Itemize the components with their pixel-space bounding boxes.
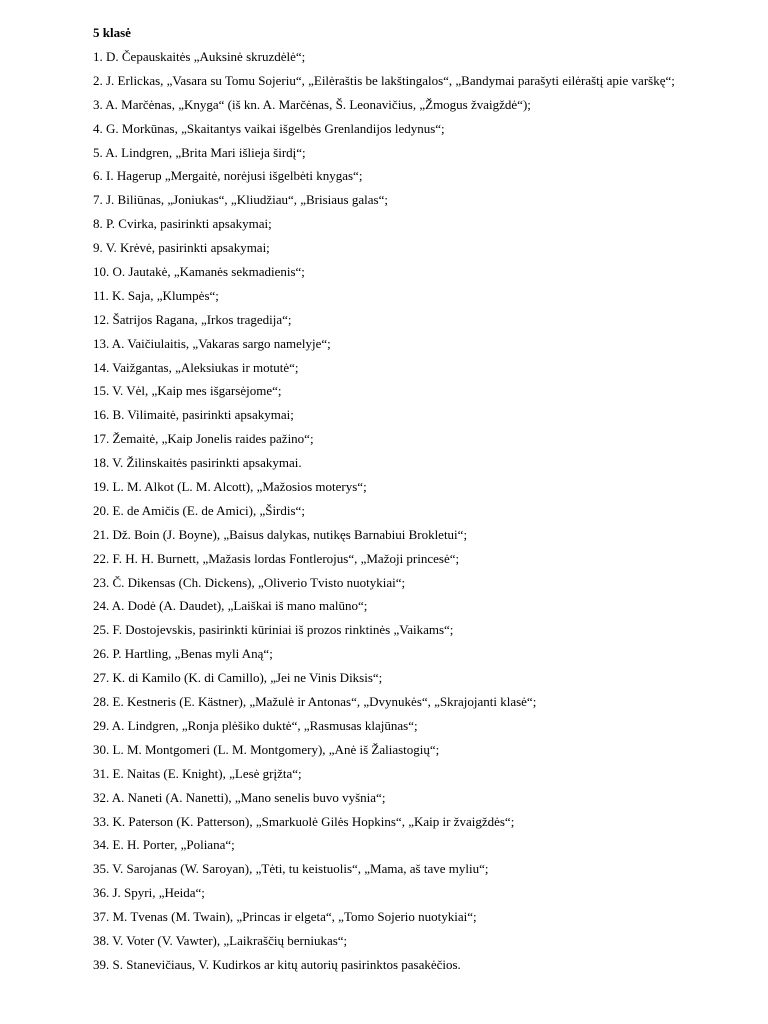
list-item: 21. Dž. Boin (J. Boyne), „Baisus dalykas, nutikęs Barnabiui Brokletui“; [93, 526, 468, 542]
list-item: 13. A. Vaičiulaitis, „Vakaras sargo namelyje“; [93, 335, 331, 351]
list-item: 38. V. Voter (V. Vawter), „Laikraščių berniukas“; [93, 932, 348, 948]
list-item: 25. F. Dostojevskis, pasirinkti kūriniai iš prozos rinktinės „Vaikams“; [93, 622, 454, 638]
list-item: 23. Č. Dikensas (Ch. Dickens), „Oliverio Tvisto nuotykiai“; [93, 574, 406, 590]
list-item: 35. V. Sarojanas (W. Saroyan), „Tėti, tu keistuolis“, „Mama, aš tave myliu“; [93, 861, 489, 877]
list-item: 26. P. Hartling, „Benas myli Aną“; [93, 646, 273, 662]
list-item: 8. P. Cvirka, pasirinkti apsakymai; [93, 216, 272, 232]
list-item: 6. I. Hagerup „Mergaitė, norėjusi išgelbėti knygas“; [93, 168, 363, 184]
list-item: 17. Žemaitė, „Kaip Jonelis raides pažino“; [93, 431, 314, 447]
list-item: 5. A. Lindgren, „Brita Mari išlieja širdį“; [93, 144, 306, 160]
list-item: 30. L. M. Montgomeri (L. M. Montgomery), „Anė iš Žaliastogių“; [93, 741, 440, 757]
list-item: 14. Vaižgantas, „Aleksiukas ir motutė“; [93, 359, 299, 375]
list-item: 33. K. Paterson (K. Patterson), „Smarkuolė Gilės Hopkins“, „Kaip ir žvaigždės“; [93, 813, 515, 829]
list-item: 31. E. Naitas (E. Knight), „Lesė grįžta“; [93, 765, 302, 781]
list-item: 24. A. Dodė (A. Daudet), „Laiškai iš mano malūno“; [93, 598, 368, 614]
section-heading: 5 klasė [93, 25, 131, 40]
list-item: 15. V. Vėl, „Kaip mes išgarsėjome“; [93, 383, 282, 399]
list-item: 34. E. H. Porter, „Poliana“; [93, 837, 235, 853]
list-item: 29. A. Lindgren, „Ronja plėšiko duktė“, „Rasmusas klajūnas“; [93, 717, 418, 733]
list-item: 39. S. Stanevičiaus, V. Kudirkos ar kitų autorių pasirinktos pasakėčios. [93, 956, 461, 972]
list-item: 20. E. de Amičis (E. de Amici), „Širdis“; [93, 502, 305, 518]
list-item: 32. A. Naneti (A. Nanetti), „Mano senelis buvo vyšnia“; [93, 789, 386, 805]
document-content [93, 23, 753, 979]
list-item: 22. F. H. H. Burnett, „Mažasis lordas Fontlerojus“, „Mažoji princesė“; [93, 550, 460, 566]
list-item: 1. D. Čepauskaitės „Auksinė skruzdėlė“; [93, 49, 306, 64]
list-item: 12. Šatrijos Ragana, „Irkos tragedija“; [93, 311, 292, 327]
list-item: 11. K. Saja, „Klumpės“; [93, 287, 219, 303]
list-item: 7. J. Biliūnas, „Joniukas“, „Kliudžiau“, „Brisiaus galas“; [93, 192, 388, 208]
list-item: 2. J. Erlickas, „Vasara su Tomu Sojeriu“, „Eilėraštis be lakštingalos“, „Bandymai parašyti eilėraštį apie varškę“; [93, 72, 675, 88]
list-item: 37. M. Tvenas (M. Twain), „Princas ir elgeta“, „Tomo Sojerio nuotykiai“; [93, 909, 477, 925]
list-item: 27. K. di Kamilo (K. di Camillo), „Jei ne Vinis Diksis“; [93, 670, 383, 686]
list-item: 19. L. M. Alkot (L. M. Alcott), „Mažosios moterys“; [93, 479, 367, 495]
list-item: 10. O. Jautakė, „Kamanės sekmadienis“; [93, 264, 305, 280]
list-item: 4. G. Morkūnas, „Skaitantys vaikai išgelbės Grenlandijos ledynus“; [93, 120, 445, 136]
list-item: 28. E. Kestneris (E. Kästner), „Mažulė ir Antonas“, „Dvynukės“, „Skrajojanti klasė“; [93, 694, 537, 710]
reading-list [93, 47, 753, 974]
list-item: 36. J. Spyri, „Heida“; [93, 885, 205, 901]
list-item: 3. A. Marčėnas, „Knyga“ (iš kn. A. Marčėnas, Š. Leonavičius, „Žmogus žvaigždė“); [93, 96, 531, 112]
list-item: 18. V. Žilinskaitės pasirinkti apsakymai. [93, 455, 302, 471]
list-item: 16. B. Vilimaitė, pasirinkti apsakymai; [93, 407, 294, 423]
list-item: 9. V. Krėvė, pasirinkti apsakymai; [93, 240, 270, 256]
